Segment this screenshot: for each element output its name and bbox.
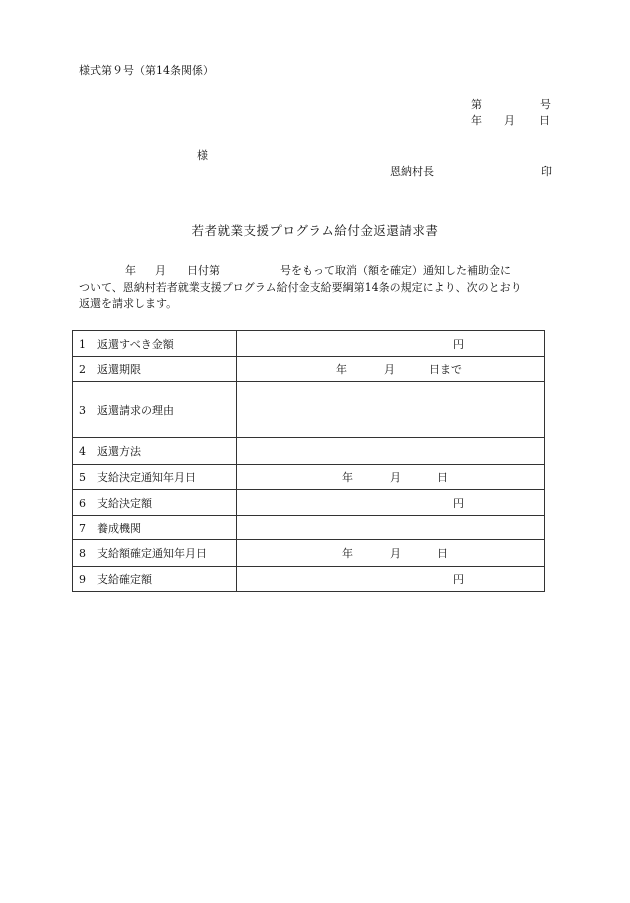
row-label: 5 支給決定通知年月日	[73, 465, 237, 490]
row-label: 3 返還請求の理由	[73, 382, 237, 438]
issuer-mayor: 恩納村長	[390, 165, 434, 178]
row-value[interactable]: 円	[237, 331, 545, 357]
body-paragraph	[79, 263, 551, 313]
row-value[interactable]: 円	[237, 567, 545, 592]
seal-mark: 印	[541, 165, 552, 178]
body-line-3: 返還を請求します。	[79, 297, 178, 310]
row-label: 9 支給確定額	[73, 567, 237, 592]
row-value[interactable]	[237, 438, 545, 465]
row-label: 1 返還すべき金額	[73, 331, 237, 357]
table-row	[73, 357, 545, 382]
body-line-2: ついて、恩納村若者就業支援プログラム給付金支給要綱第14条の規定により、次のとおり	[79, 280, 522, 294]
body-line-1: 年 月 日付第 号をもって取消（額を確定）通知した補助金に	[125, 264, 511, 277]
row-value[interactable]	[237, 516, 545, 540]
row-label: 4 返還方法	[73, 438, 237, 465]
document-title: 若者就業支援プログラム給付金返還請求書	[191, 223, 439, 238]
table-row	[73, 516, 545, 540]
row-label: 2 返還期限	[73, 357, 237, 382]
table-row	[73, 465, 545, 490]
row-label: 7 養成機関	[73, 516, 237, 540]
issue-date-month: 月	[504, 114, 515, 127]
table-row	[73, 382, 545, 438]
row-value[interactable]: 年 月 日	[237, 465, 545, 490]
issue-date-year: 年	[471, 114, 482, 127]
row-label: 8 支給額確定通知年月日	[73, 540, 237, 567]
row-value[interactable]: 年 月 日	[237, 540, 545, 567]
issue-date-line	[471, 112, 550, 128]
row-value[interactable]: 年 月 日まで	[237, 357, 545, 382]
row-value[interactable]: 円	[237, 490, 545, 516]
row-label: 6 支給決定額	[73, 490, 237, 516]
document-number-prefix: 第	[471, 98, 482, 111]
form-number: 様式第９号（第14条関係）	[79, 64, 214, 77]
addressee-honorific: 様	[197, 149, 208, 162]
request-details-table	[72, 330, 545, 592]
issue-date-day: 日	[539, 114, 550, 127]
row-value[interactable]	[237, 382, 545, 438]
table-row	[73, 567, 545, 592]
table-row	[73, 490, 545, 516]
table-row	[73, 331, 545, 357]
document-number-suffix: 号	[540, 98, 551, 111]
table-row	[73, 438, 545, 465]
table-row	[73, 540, 545, 567]
document-number-line	[471, 96, 551, 112]
